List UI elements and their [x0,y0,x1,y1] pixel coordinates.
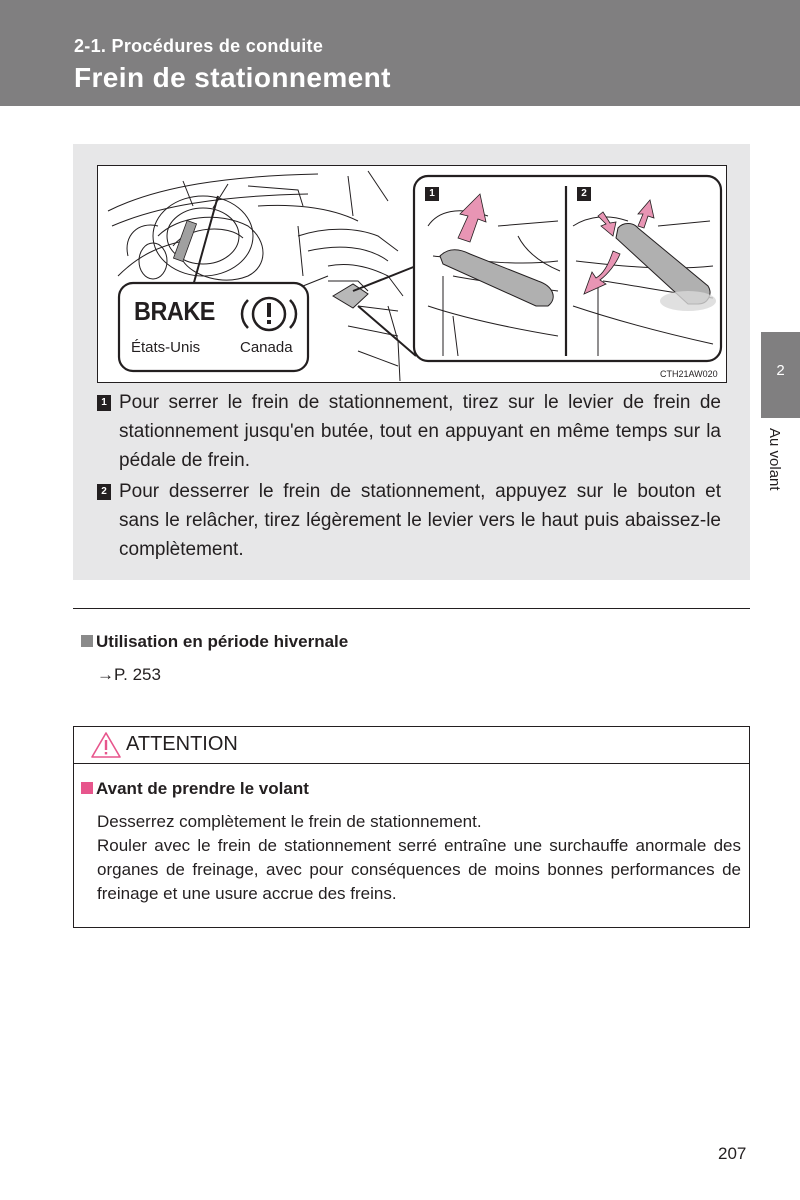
attention-paragraph: Rouler avec le frein de stationnement serré entraîne une surchauffe anormale des organes de freinage, avec pour conséquences de moins bonnes performances de freinage et une usure accrue des freins. [97,836,741,903]
step-item [97,477,721,564]
figure-step-2-badge: 2 [577,187,591,201]
chapter-number: 2 [776,362,785,379]
warning-triangle-icon [90,730,122,760]
section-title: 2-1. Procédures de conduite [74,36,324,56]
page-reference-link[interactable]: →P. 253 [97,665,161,684]
step-number-badge: 2 [97,484,111,500]
page-title: Frein de stationnement [74,62,391,93]
attention-body [97,810,741,906]
region-label-canada: Canada [240,339,293,356]
attention-subheading [81,779,309,799]
page-number: 207 [718,1144,747,1163]
winter-heading [81,632,348,652]
attention-title: ATTENTION [126,733,238,755]
brake-indicator-text: BRAKE [134,296,215,326]
attention-paragraph: Desserrez complètement le frein de stationnement. [97,812,482,831]
chapter-tab[interactable] [761,332,800,418]
step-item [97,388,721,475]
gray-square-bullet-icon [81,635,93,647]
pink-square-bullet-icon [81,782,93,794]
section-divider [73,608,750,609]
step-text: Pour desserrer le frein de stationnement, appuyez sur le bouton et sans le relâcher, tirez légèrement le levier vers le haut puis abaissez-le complètement. [119,481,721,560]
region-label-us: États-Unis [131,339,201,356]
figure-code: CTH21AW020 [660,369,718,379]
page-header [0,0,800,106]
step-text: Pour serrer le frein de stationnement, tirez sur le levier de frein de stationnement jusqu'en butée, tout en appuyant en même temps sur la pédale de frein. [119,392,721,471]
chapter-label-container [766,428,790,508]
winter-heading-text: Utilisation en période hivernale [96,632,349,651]
figure-step-1-badge: 1 [425,187,439,201]
attention-divider [73,763,750,764]
step-number-badge: 1 [97,395,111,411]
chapter-label: Au volant [766,428,783,491]
attention-subheading-text: Avant de prendre le volant [96,779,309,798]
